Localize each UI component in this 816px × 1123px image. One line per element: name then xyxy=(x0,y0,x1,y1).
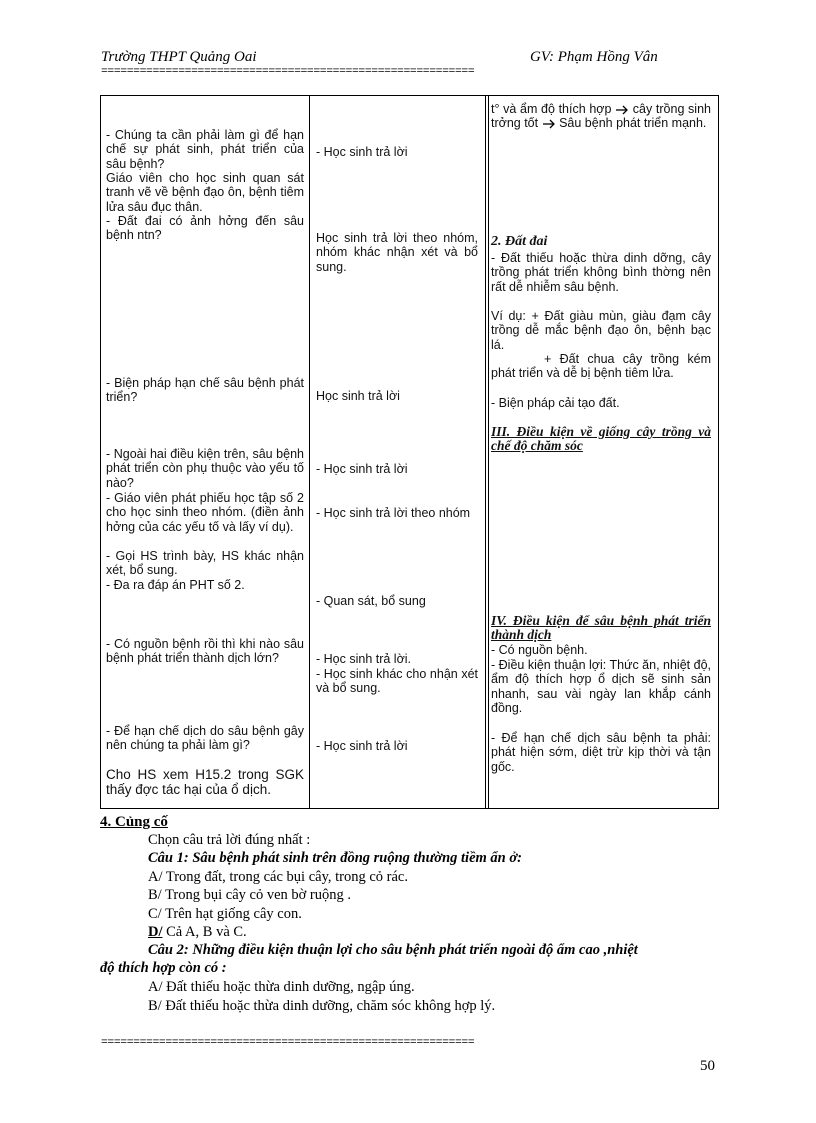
student-answer-9: - Học sinh trả lời xyxy=(316,739,408,753)
teacher-question-6: - Để hạn chế dịch do sâu bệnh gây nên chúng ta phải làm gì? xyxy=(106,724,304,753)
student-answer-2: Học sinh trả lời theo nhóm, nhóm khác nhận xét và bổ sung. xyxy=(316,231,478,274)
quiz-intro: Chọn câu trả lời đúng nhất : xyxy=(148,832,311,848)
student-answer-1: - Học sinh trả lời xyxy=(316,145,408,159)
arrow-right-icon xyxy=(542,119,556,129)
student-answer-3: Học sinh trả lời xyxy=(316,389,400,403)
student-answer-5: - Học sinh trả lời theo nhóm xyxy=(316,506,471,520)
teacher-name: GV: Phạm Hồng Vân xyxy=(530,49,658,65)
temp-text-a: t° và ẩm độ thích hợp xyxy=(491,102,612,116)
section-4-point-2: - Điều kiện thuận lợi: Thức ăn, nhiệt độ, ẩm độ thích hợp ổ dịch sẽ sinh sản nhanh, sau vài ngày lan khắp cánh đồng. xyxy=(491,658,711,715)
student-answer-6: - Quan sát, bổ sung xyxy=(316,594,426,608)
question-1-option-d xyxy=(148,924,247,941)
header-rule: ========================================================== xyxy=(101,66,475,78)
teacher-question-3: - Biện pháp hạn chế sâu bệnh phát triển? xyxy=(106,376,304,405)
column-divider xyxy=(485,96,486,808)
student-answer-7: - Học sinh trả lời. xyxy=(316,652,412,666)
section-4-point-1: - Có nguồn bệnh. xyxy=(491,643,588,657)
temp-text-b: cây trồng sinh trởng tốt xyxy=(491,102,711,131)
column-divider xyxy=(309,96,310,808)
question-2-line-1: Câu 2: Những điều kiện thuận lợi cho sâu bệnh phát triển ngoài độ ẩm cao ,nhiệt xyxy=(148,942,638,958)
student-answer-8: - Học sinh khác cho nhận xét và bổ sung. xyxy=(316,667,478,696)
school-name: Trường THPT Quảng Oai xyxy=(101,49,257,65)
option-d-text: Cả A, B và C. xyxy=(162,924,247,940)
student-answer-4: - Học sinh trả lời xyxy=(316,462,408,476)
dat-dai-point-1: - Đất thiếu hoặc thừa dinh dỡng, cây trồng phát triển không bình thờng nên rất dễ nhiễm sâu bệnh. xyxy=(491,251,711,294)
teacher-question-4: - Ngoài hai điều kiện trên, sâu bệnh phát triển còn phụ thuộc vào yếu tố nào? xyxy=(106,447,304,490)
section-4-point-3: - Để hạn chế dịch sâu bệnh ta phải: phát hiện sớm, diệt trừ kịp thời và tận gốc. xyxy=(491,731,711,774)
temp-text-c: Sâu bệnh phát triển mạnh. xyxy=(559,116,707,131)
question-1-option-b: B/ Trong bụi cây cỏ ven bờ ruộng . xyxy=(148,887,352,903)
dat-dai-example-1: Ví dụ: + Đất giàu mùn, giàu đạm cây trồng dễ mắc bệnh đạo ôn, bệnh bạc lá. xyxy=(491,309,711,352)
question-2-option-a: A/ Đất thiếu hoặc thừa dinh dưỡng, ngập úng. xyxy=(148,979,415,995)
column-divider xyxy=(488,96,489,808)
teacher-activity-1: Giáo viên cho học sinh quan sát tranh vẽ về bệnh đạo ôn, bệnh tiêm lửa sâu đục thân. xyxy=(106,171,304,214)
question-1-option-a: A/ Trong đất, trong các bụi cây, trong cỏ rác. xyxy=(148,869,408,885)
section-title-text: 4. Củng cố xyxy=(100,814,168,830)
question-1-option-c: C/ Trên hạt giống cây con. xyxy=(148,906,302,922)
teacher-question-1: - Chúng ta cần phải làm gì để hạn chế sự phát sinh, phát triển của sâu bệnh? xyxy=(106,128,304,171)
teacher-question-2: - Đất đai có ảnh hởng đến sâu bệnh ntn? xyxy=(106,214,304,243)
temperature-conditions xyxy=(491,102,711,131)
teacher-activity-3: - Gọi HS trình bày, HS khác nhận xét, bổ sung. xyxy=(106,549,304,578)
section-3-title: III. Điều kiện về giống cây trồng và chế độ chăm sóc xyxy=(491,424,711,454)
option-d-letter: D/ xyxy=(148,924,163,940)
dat-dai-example-2: + Đất chua cây trồng kém phát triển và dễ bị bệnh tiêm lửa. xyxy=(491,352,711,381)
question-2-line-2: độ thích hợp còn có : xyxy=(100,960,227,976)
dat-dai-measure: - Biện pháp cải tạo đất. xyxy=(491,396,620,410)
teacher-activity-5: Cho HS xem H15.2 trong SGK thấy đợc tác hại của ổ dịch. xyxy=(106,767,304,797)
question-2-option-b: B/ Đất thiếu hoặc thừa dinh dưỡng, chăm sóc không hợp lý. xyxy=(148,998,496,1014)
teacher-question-5: - Có nguồn bệnh rồi thì khi nào sâu bệnh phát triển thành dịch lớn? xyxy=(106,637,304,666)
section-dat-dai-title: 2. Đất đai xyxy=(491,234,548,249)
section-4-title: IV. Điều kiện để sâu bệnh phát triển thành dịch xyxy=(491,613,711,643)
footer-rule: ========================================================== xyxy=(101,1037,475,1049)
arrow-right-icon xyxy=(615,105,629,115)
page-number: 50 xyxy=(700,1058,715,1074)
teacher-activity-2: - Giáo viên phát phiếu học tập số 2 cho học sinh theo nhóm. (điền ảnh hởng của các yếu tố và lấy ví dụ). xyxy=(106,491,304,534)
teacher-activity-4: - Đa ra đáp án PHT số 2. xyxy=(106,578,245,592)
section-title xyxy=(100,814,168,831)
question-1: Câu 1: Sâu bệnh phát sinh trên đồng ruộng thường tiềm ẩn ở: xyxy=(148,850,522,866)
